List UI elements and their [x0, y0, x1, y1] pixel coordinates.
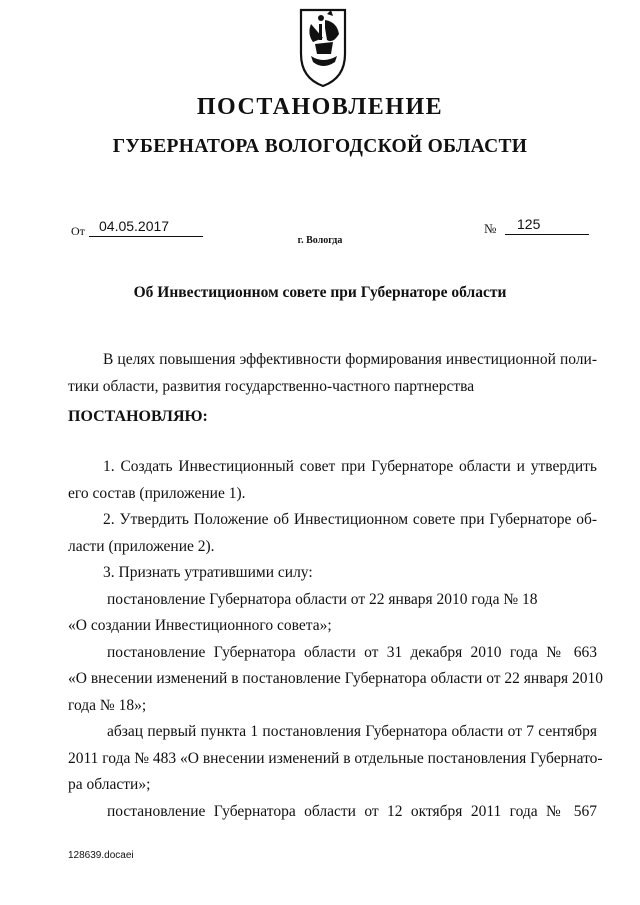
preamble-line: тики области, развития государственно-частного партнерства [68, 377, 475, 395]
document-subject: Об Инвестиционном совете при Губернаторе области [133, 284, 507, 301]
repeal-2-line: «О внесении изменений в постановление Губернатора области от 22 января 2010 [68, 670, 603, 687]
preamble [68, 347, 597, 400]
item-3-line: 3. Признать утратившими силу: [103, 564, 313, 581]
number-label: № [484, 221, 497, 236]
document-title: ПОСТАНОВЛЕНИЕ [196, 94, 444, 120]
decree-word: ПОСТАНОВЛЯЮ: [68, 408, 208, 425]
preamble-line: В целях повышения эффективности формирования инвестиционной поли- [103, 351, 597, 368]
document-subtitle: ГУБЕРНАТОРА ВОЛОГОДСКОЙ ОБЛАСТИ [112, 136, 528, 157]
decree-items [68, 454, 603, 825]
repeal-1-line: «О создании Инвестиционного совета»; [68, 617, 332, 634]
repeal-4-line: постановление Губернатора области от 12 октября 2011 года № 567 [107, 802, 597, 820]
coat-of-arms-emblem [297, 4, 349, 90]
repeal-2-line: года № 18»; [68, 696, 147, 714]
item-2-line: ласти (приложение 2). [68, 537, 215, 555]
repeal-2-line: постановление Губернатора области от 31 декабря 2010 года № 663 [107, 643, 597, 661]
document-number: 125 [505, 216, 589, 235]
repeal-3-line: 2011 года № 483 «О внесении изменений в отдельные постановления Губернато- [68, 749, 603, 767]
repeal-3-line: ра области»; [68, 776, 151, 793]
item-1-line: его состав (приложение 1). [68, 484, 246, 502]
repeal-1-line: постановление Губернатора области от 22 января 2010 года № 18 [107, 590, 538, 608]
item-1-line: 1. Создать Инвестиционный совет при Губернаторе области и утвердить [103, 458, 597, 475]
city-label: г. Вологда [297, 235, 343, 246]
date-label: От [71, 224, 85, 238]
file-footer: 128639.docaei [68, 850, 134, 861]
document-date: 04.05.2017 [89, 218, 203, 237]
repeal-3-line: абзац первый пункта 1 постановления Губернатора области от 7 сентября [107, 723, 597, 740]
item-2-line: 2. Утвердить Положение об Инвестиционном совете при Губернаторе об- [103, 511, 597, 528]
decree-section [68, 404, 597, 430]
